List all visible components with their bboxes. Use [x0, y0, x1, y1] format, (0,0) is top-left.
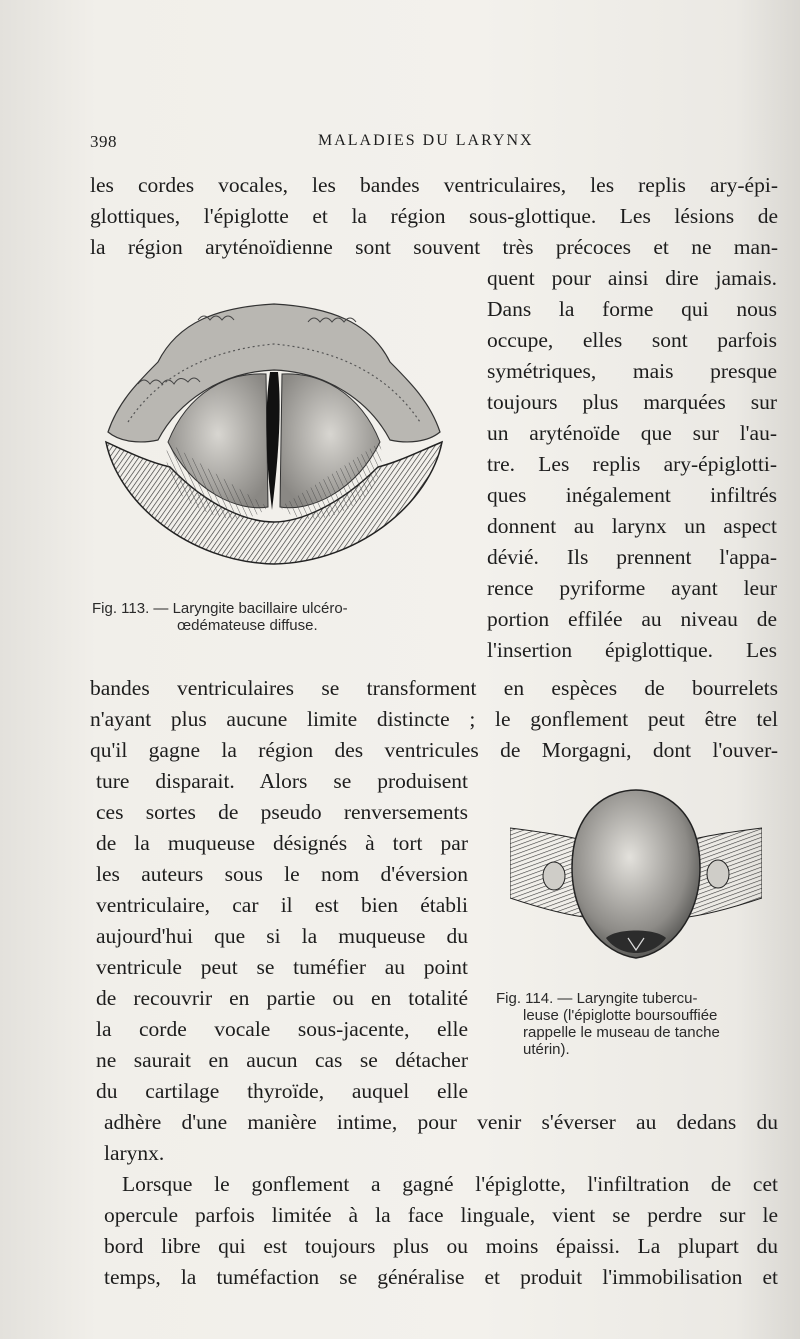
text-line: symétriques, mais presque [487, 359, 777, 383]
text-line: opercule parfois limitée à la face linguale, vient se perdre sur le [104, 1203, 778, 1227]
text-line: aujourd'hui que si la muqueuse du [96, 924, 468, 948]
text-line: les auteurs sous le nom d'éversion [96, 862, 468, 886]
caption-line: Fig. 113. — Laryngite bacillaire ulcéro- [92, 600, 348, 617]
text-line: n'ayant plus aucune limite distincte ; le gonflement peut être tel [90, 707, 778, 731]
text-line: larynx. [104, 1141, 165, 1165]
text-line: temps, la tuméfaction se généralise et produit l'immobilisation et [104, 1265, 778, 1289]
text-line: bandes ventriculaires se transforment en espèces de bourrelets [90, 676, 778, 700]
page-number: 398 [90, 132, 117, 151]
text-line: ventriculaire, car il est bien établi [96, 893, 468, 917]
laryngoscopic-illustration-fig113 [98, 292, 450, 574]
caption-line: rappelle le museau de tanche [523, 1024, 720, 1041]
page-header [90, 128, 780, 156]
text-line: tre. Les replis ary-épiglotti- [487, 452, 777, 476]
text-line: Dans la forme qui nous [487, 297, 777, 321]
caption-line: œdémateuse diffuse. [177, 617, 318, 634]
text-line: ne saurait en aucun cas se détacher [96, 1048, 468, 1072]
caption-line: leuse (l'épiglotte boursouffiée [523, 1007, 718, 1024]
text-line: occupe, elles sont parfois [487, 328, 777, 352]
text-line: portion effilée au niveau de [487, 607, 777, 631]
caption-line: utérin). [523, 1041, 570, 1058]
text-line: la région aryténoïdienne sont souvent très précoces et ne man- [90, 235, 778, 259]
text-line: quent pour ainsi dire jamais. [487, 266, 777, 290]
text-line: toujours plus marquées sur [487, 390, 777, 414]
text-line: l'insertion épiglottique. Les [487, 638, 777, 662]
text-line: qu'il gagne la région des ventricules de Morgagni, dont l'ouver- [90, 738, 778, 762]
text-line: glottiques, l'épiglotte et la région sous-glottique. Les lésions de [90, 204, 778, 228]
text-line: ture disparait. Alors se produisent [96, 769, 468, 793]
text-line: de la muqueuse désignés à tort par [96, 831, 468, 855]
text-line: donnent au larynx un aspect [487, 514, 777, 538]
epiglottis-illustration-fig114 [510, 788, 762, 964]
text-line: la corde vocale sous-jacente, elle [96, 1017, 468, 1041]
text-line: un aryténoïde que sur l'au- [487, 421, 777, 445]
text-line: les cordes vocales, les bandes ventriculaires, les replis ary-épi- [90, 173, 778, 197]
text-line: ventricule peut se tuméfier au point [96, 955, 468, 979]
figure-caption-fig113 [92, 600, 348, 634]
text-line: dévié. Ils prennent l'appa- [487, 545, 777, 569]
caption-line: Fig. 114. — Laryngite tubercu- [496, 990, 698, 1007]
text-line: de recouvrir en partie ou en totalité [96, 986, 468, 1010]
text-line: du cartilage thyroïde, auquel elle [96, 1079, 468, 1103]
text-line: ces sortes de pseudo renversements [96, 800, 468, 824]
text-line: bord libre qui est toujours plus ou moins épaissi. La plupart du [104, 1234, 778, 1258]
text-line: Lorsque le gonflement a gagné l'épiglotte, l'infiltration de cet [122, 1172, 778, 1196]
running-title: MALADIES DU LARYNX [318, 132, 534, 149]
text-line: rence pyriforme ayant leur [487, 576, 777, 600]
figure-caption-fig114 [496, 990, 720, 1058]
text-line: ques inégalement infiltrés [487, 483, 777, 507]
text-line: adhère d'une manière intime, pour venir s'éverser au dedans du [104, 1110, 778, 1134]
